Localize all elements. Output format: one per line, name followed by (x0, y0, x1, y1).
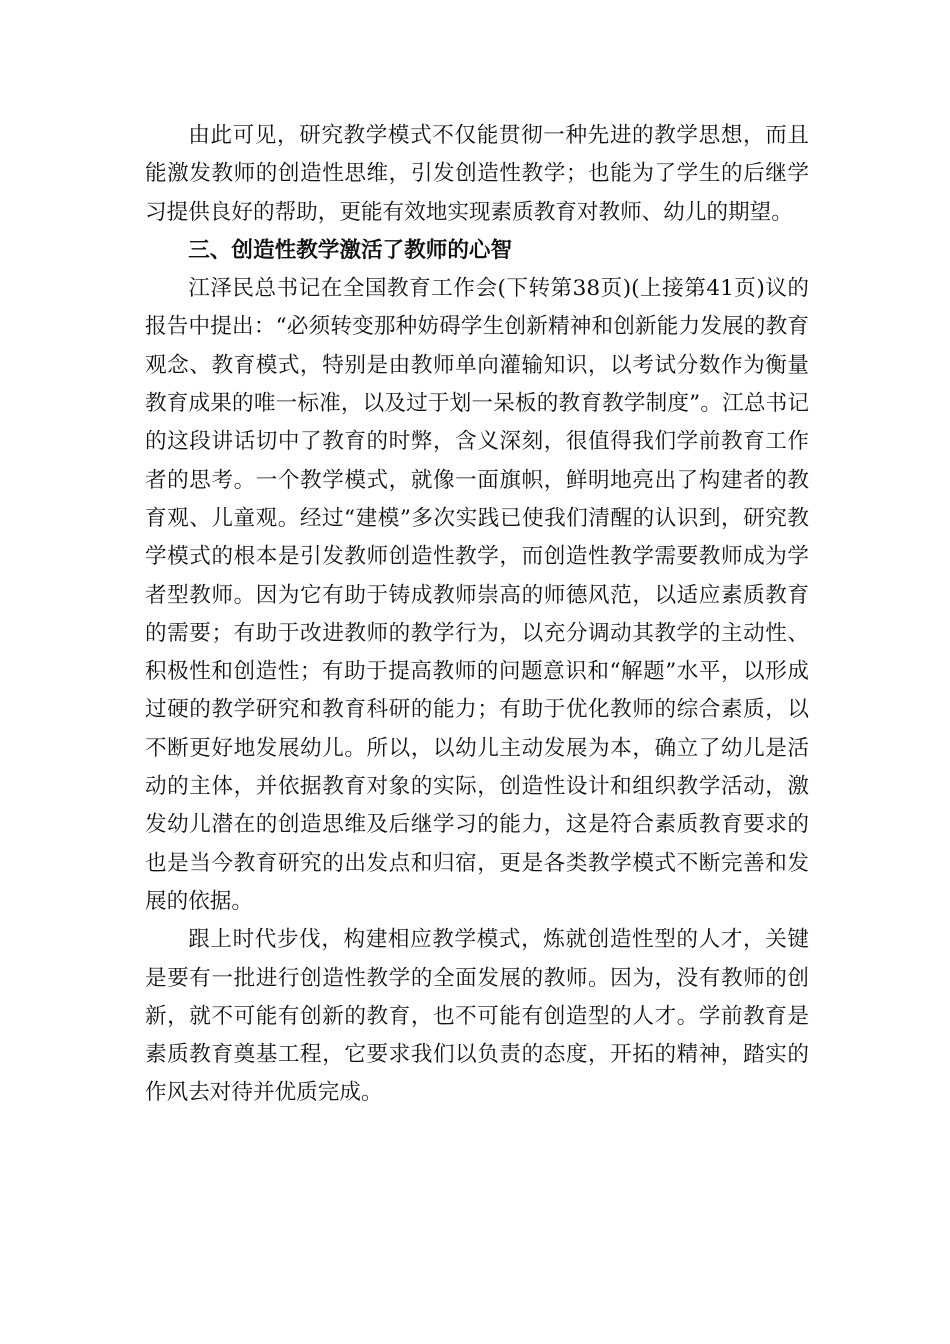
paragraph-conclusion: 由此可见，研究教学模式不仅能贯彻一种先进的教学思想，而且能激发教师的创造性思维，引发创造性教学；也能为了学生的后继学习提供良好的帮助，更能有效地实现素质教育对教师、幼儿的期望。 (145, 123, 809, 225)
paragraph-keep-pace: 跟上时代步伐，构建相应教学模式，炼就创造性型的人才，关键是要有一批进行创造性教学的全面发展的教师。因为，没有教师的创新，就不可能有创新的教育，也不可能有创造型的人才。学前教育是素质教育奠基工程，它要求我们以负责的态度，开拓的精神，踏实的作风去对待并优质完成。 (145, 927, 809, 1106)
document-page (145, 117, 809, 1113)
section-heading: 三、创造性教学激活了教师的心智 (188, 237, 513, 263)
paragraph-speech: 江泽民总书记在全国教育工作会(下转第38页)(上接第41页)议的报告中提出：“必须转变那种妨碍学生创新精神和创新能力发展的教育观念、教育模式，特别是由教师单向灌输知识，以考试分数作为衡量教育成果的唯一标准，以及过于划一呆板的教育教学制度”。江总书记的这段讲话切中了教育的时弊，含义深刻，很值得我们学前教育工作者的思考。一个教学模式，就像一面旗帜，鲜明地亮出了构建者的教育观、儿童观。经过“建模”多次实践已使我们清醒的认识到，研究教学模式的根本是引发教师创造性教学，而创造性教学需要教师成为学者型教师。因为它有助于铸成教师崇高的师德风范，以适应素质教育的需要；有助于改进教师的教学行为，以充分调动其教学的主动性、积极性和创造性；有助于提高教师的问题意识和“解题”水平，以形成过硬的教学研究和教育科研的能力；有助于优化教师的综合素质，以不断更好地发展幼儿。所以，以幼儿主动发展为本，确立了幼儿是活动的主体，并依据教育对象的实际，创造性设计和组织教学活动，激发幼儿潜在的创造思维及后继学习的能力，这是符合素质教育要求的也是当今教育研究的出发点和归宿，更是各类教学模式不断完善和发展的依据。 (145, 276, 809, 914)
